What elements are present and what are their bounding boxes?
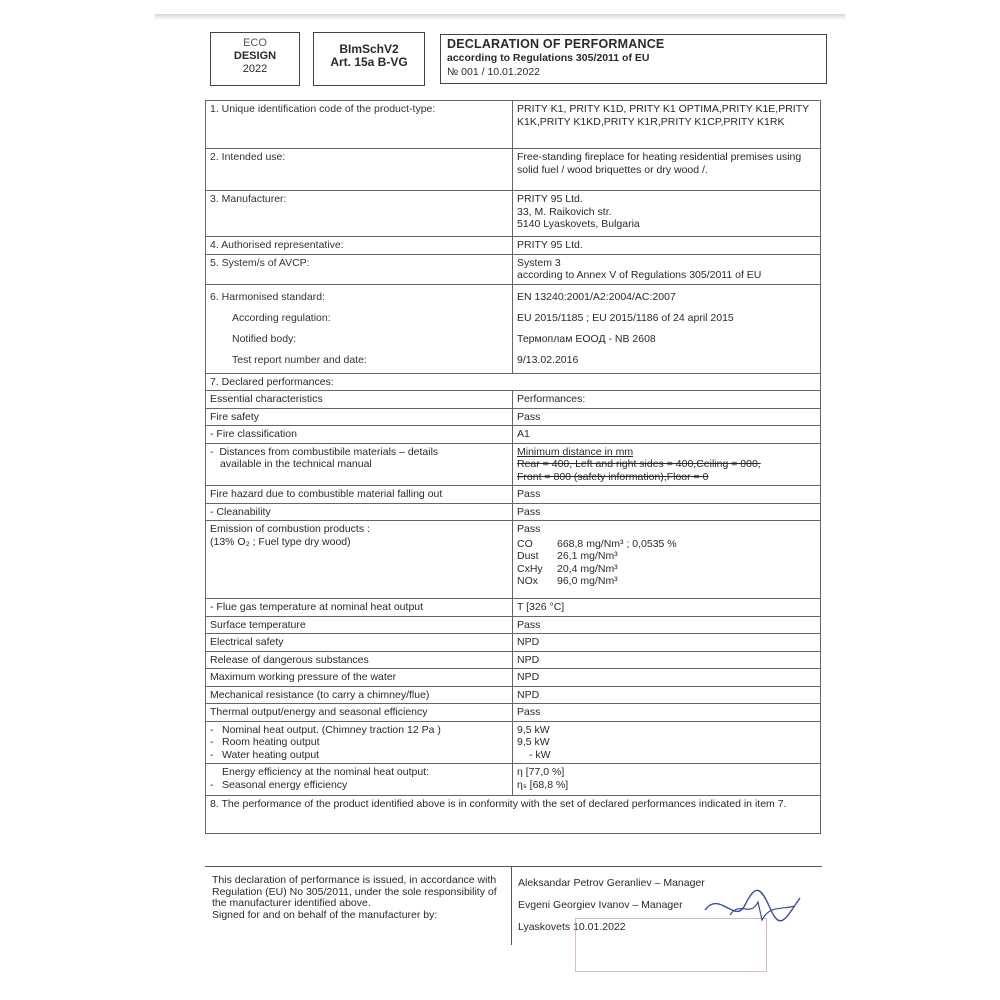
value-heat-output [513,721,821,764]
row-mechanical-resistance [206,686,821,704]
row-thermal-output [206,704,821,722]
manufacturer-name: PRITY 95 Ltd. [517,193,583,205]
eco-line2: DESIGN [233,50,277,62]
label-fire-safety: Fire safety [206,408,513,426]
value-falling-out: Pass [513,486,821,504]
value-water-pressure: NPD [513,669,821,687]
label-dangerous-substances: Release of dangerous substances [206,651,513,669]
value-cleanability: Pass [513,503,821,521]
declaration-header [440,34,827,84]
emission-nox [517,575,816,588]
value-distances [513,443,821,486]
value-thermal-output: Pass [513,704,821,722]
row-flue-gas [206,599,821,617]
distances-label-line1: Distances from combustibile materials – details [219,445,439,458]
value-dangerous-substances: NPD [513,651,821,669]
distances-rear-sides: Rear = 400, Left and right sides = 400,Ceiling = 000, [517,458,761,470]
footer-signed-by: Signed for and on behalf of the manufacturer by: [212,908,438,921]
declaration-number: № 001 / 10.01.2022 [447,66,541,78]
label-falling-out: Fire hazard due to combustible material falling out [206,486,513,504]
row-perf-header [206,391,821,409]
emission-co-value: 668,8 mg/Nm³ ; 0,0535 % [557,537,677,550]
row-avcp [206,254,821,284]
value-intended-use: Free-standing fireplace for heating residential premises using solid fuel / wood briquettes or dry wood /. [513,149,821,191]
label-declared-performances: 7. Declared performances: [206,373,821,391]
emission-pass: Pass [517,523,541,535]
eff-label-seasonal: Seasonal energy efficiency [222,778,348,791]
declaration-subtitle: according to Regulations 305/2011 of EU [447,52,650,64]
heat-value-water: - kW [529,748,551,761]
row-emission [206,521,821,599]
emission-dust [517,550,816,563]
eco-design-box [210,32,300,86]
blm-line2: Art. 15a B-VG [330,55,408,69]
heat-value-room: 9,5 kW [517,736,550,748]
row-surface-temperature [206,616,821,634]
row-distances [206,443,821,486]
row-fire-safety [206,408,821,426]
page-top-shadow [155,14,845,20]
emission-cxhy-name: CxHy [517,562,543,575]
distances-label-line2: available in the technical manual [220,458,372,470]
distances-front-floor: Front = 800 (safety information),Floor = 0 [517,470,709,483]
value-mechanical-resistance: NPD [513,686,821,704]
emission-co [517,538,816,551]
conformity-statement: 8. The performance of the product identified above is in conformity with the set of declared performances indicated in item 7. [206,796,821,834]
heat-value-nominal: 9,5 kW [517,723,550,736]
value-identification: PRITY K1, PRITY K1D, PRITY K1 OPTIMA,PRITY K1E,PRITY K1K,PRITY K1KD,PRITY K1R,PRITY K1CP,PRITY K1RK [513,101,821,149]
value-surface-temperature: Pass [513,616,821,634]
signature-section [205,866,822,933]
value-fire-classification: A1 [513,426,821,444]
label-test-report: Test report number and date: [232,353,367,366]
heat-label-water: Water heating output [222,748,320,761]
emission-label-line1: Emission of combustion products : [210,523,370,535]
row-heat-output [206,721,821,764]
label-surface-temperature: Surface temperature [206,616,513,634]
row-conformity [206,796,821,834]
row-representative [206,237,821,255]
row-identification [206,101,821,149]
row-declared-performances [206,373,821,391]
heat-label-nominal: Nominal heat output. (Chimney traction 12 Pa ) [222,723,441,736]
emission-dust-value: 26,1 mg/Nm³ [557,550,618,562]
value-flue-gas: T [326 °C] [513,599,821,617]
label-standard-block [206,284,513,373]
eff-label-nominal: Energy efficiency at the nominal heat output: [222,766,430,778]
eco-line3: 2022 [242,63,268,75]
footer-left [212,875,502,921]
col-performances: Performances: [513,391,821,409]
row-intended-use [206,149,821,191]
footer-divider [511,867,512,945]
value-manufacturer [513,191,821,237]
value-emission [513,521,821,599]
row-standard [206,284,821,373]
footer-declaration-text: This declaration of performance is issued, in accordance with Regulation (EU) No 305/2011, under the sole responsibility of the manufacturer identified above. [212,874,497,909]
label-standard: 6. Harmonised standard: [210,290,325,303]
label-fire-classification: - Fire classification [206,426,513,444]
label-water-pressure: Maximum working pressure of the water [206,669,513,687]
label-heat-output: - Nominal heat output. (Chimney traction 12 Pa ) - Room heating output - Water heating output [206,721,513,764]
blm-line1: BImSchV2 [339,42,399,56]
label-emission [206,521,513,599]
distances-title: Minimum distance in mm [517,445,634,458]
label-regulation: According regulation: [232,311,331,324]
label-identification: 1. Unique identification code of the product-type: [206,101,513,149]
manufacturer-city: 5140 Lyaskovets, Bulgaria [517,218,640,230]
label-notified-body: Notified body: [232,332,297,345]
label-distances: - Distances from combustibile materials – details available in the technical manual [206,443,513,486]
emission-nox-value: 96,0 mg/Nm³ [557,575,618,587]
signer-2: Evgeni Georgiev Ivanov – Manager [518,899,683,911]
eff-value-seasonal: ηₛ [68,8 %] [517,778,569,791]
row-cleanability [206,503,821,521]
page-title: DECLARATION OF PERFORMANCE [447,37,665,51]
eco-line1: ECO [243,37,267,49]
row-electrical-safety [206,634,821,652]
emission-label-line2: (13% O₂ ; Fuel type dry wood) [210,535,351,548]
row-water-pressure [206,669,821,687]
label-flue-gas: - Flue gas temperature at nominal heat output [206,599,513,617]
value-fire-safety: Pass [513,408,821,426]
label-cleanability: - Cleanability [206,503,513,521]
manufacturer-street: 33, M. Raikovich str. [517,205,612,218]
emission-nox-name: NOx [517,575,538,587]
label-mechanical-resistance: Mechanical resistance (to carry a chimney/flue) [206,686,513,704]
value-test-report: 9/13.02.2016 [517,353,579,366]
heat-label-room: Room heating output [222,736,320,748]
label-representative: 4. Authorised representative: [206,237,513,255]
value-standard-block [513,284,821,373]
row-falling-out [206,486,821,504]
signature-image [700,880,810,930]
label-intended-use: 2. Intended use: [206,149,513,191]
row-dangerous-substances [206,651,821,669]
row-fire-classification [206,426,821,444]
value-notified-body: Термоплам ЕООД - NB 2608 [517,332,656,345]
avcp-system: System 3 [517,256,561,269]
label-manufacturer: 3. Manufacturer: [206,191,513,237]
row-efficiency [206,764,821,796]
value-efficiency [513,764,821,796]
row-manufacturer [206,191,821,237]
label-avcp: 5. System/s of AVCP: [206,254,513,284]
value-electrical-safety: NPD [513,634,821,652]
value-regulation: EU 2015/1185 ; EU 2015/1186 of 24 april 2015 [517,311,734,324]
value-standard: EN 13240:2001/A2:2004/AC:2007 [517,290,676,303]
signer-1: Aleksandar Petrov Geranliev – Manager [518,877,705,889]
col-essential-characteristics: Essential characteristics [206,391,513,409]
place-date: Lyaskovets 10.01.2022 [518,921,626,933]
label-electrical-safety: Electrical safety [206,634,513,652]
emission-cxhy [517,563,816,576]
bimschv-box [313,32,425,86]
label-efficiency: Energy efficiency at the nominal heat output: - Seasonal energy efficiency [206,764,513,796]
emission-dust-name: Dust [517,550,539,562]
avcp-annex: according to Annex V of Regulations 305/2011 of EU [517,269,762,281]
eff-value-nominal: η [77,0 %] [517,766,565,778]
declaration-table [205,100,821,834]
emission-cxhy-value: 20,4 mg/Nm³ [557,562,618,575]
emission-co-name: CO [517,537,533,550]
value-representative: PRITY 95 Ltd. [513,237,821,255]
label-thermal-output: Thermal output/energy and seasonal efficiency [206,704,513,722]
value-avcp [513,254,821,284]
